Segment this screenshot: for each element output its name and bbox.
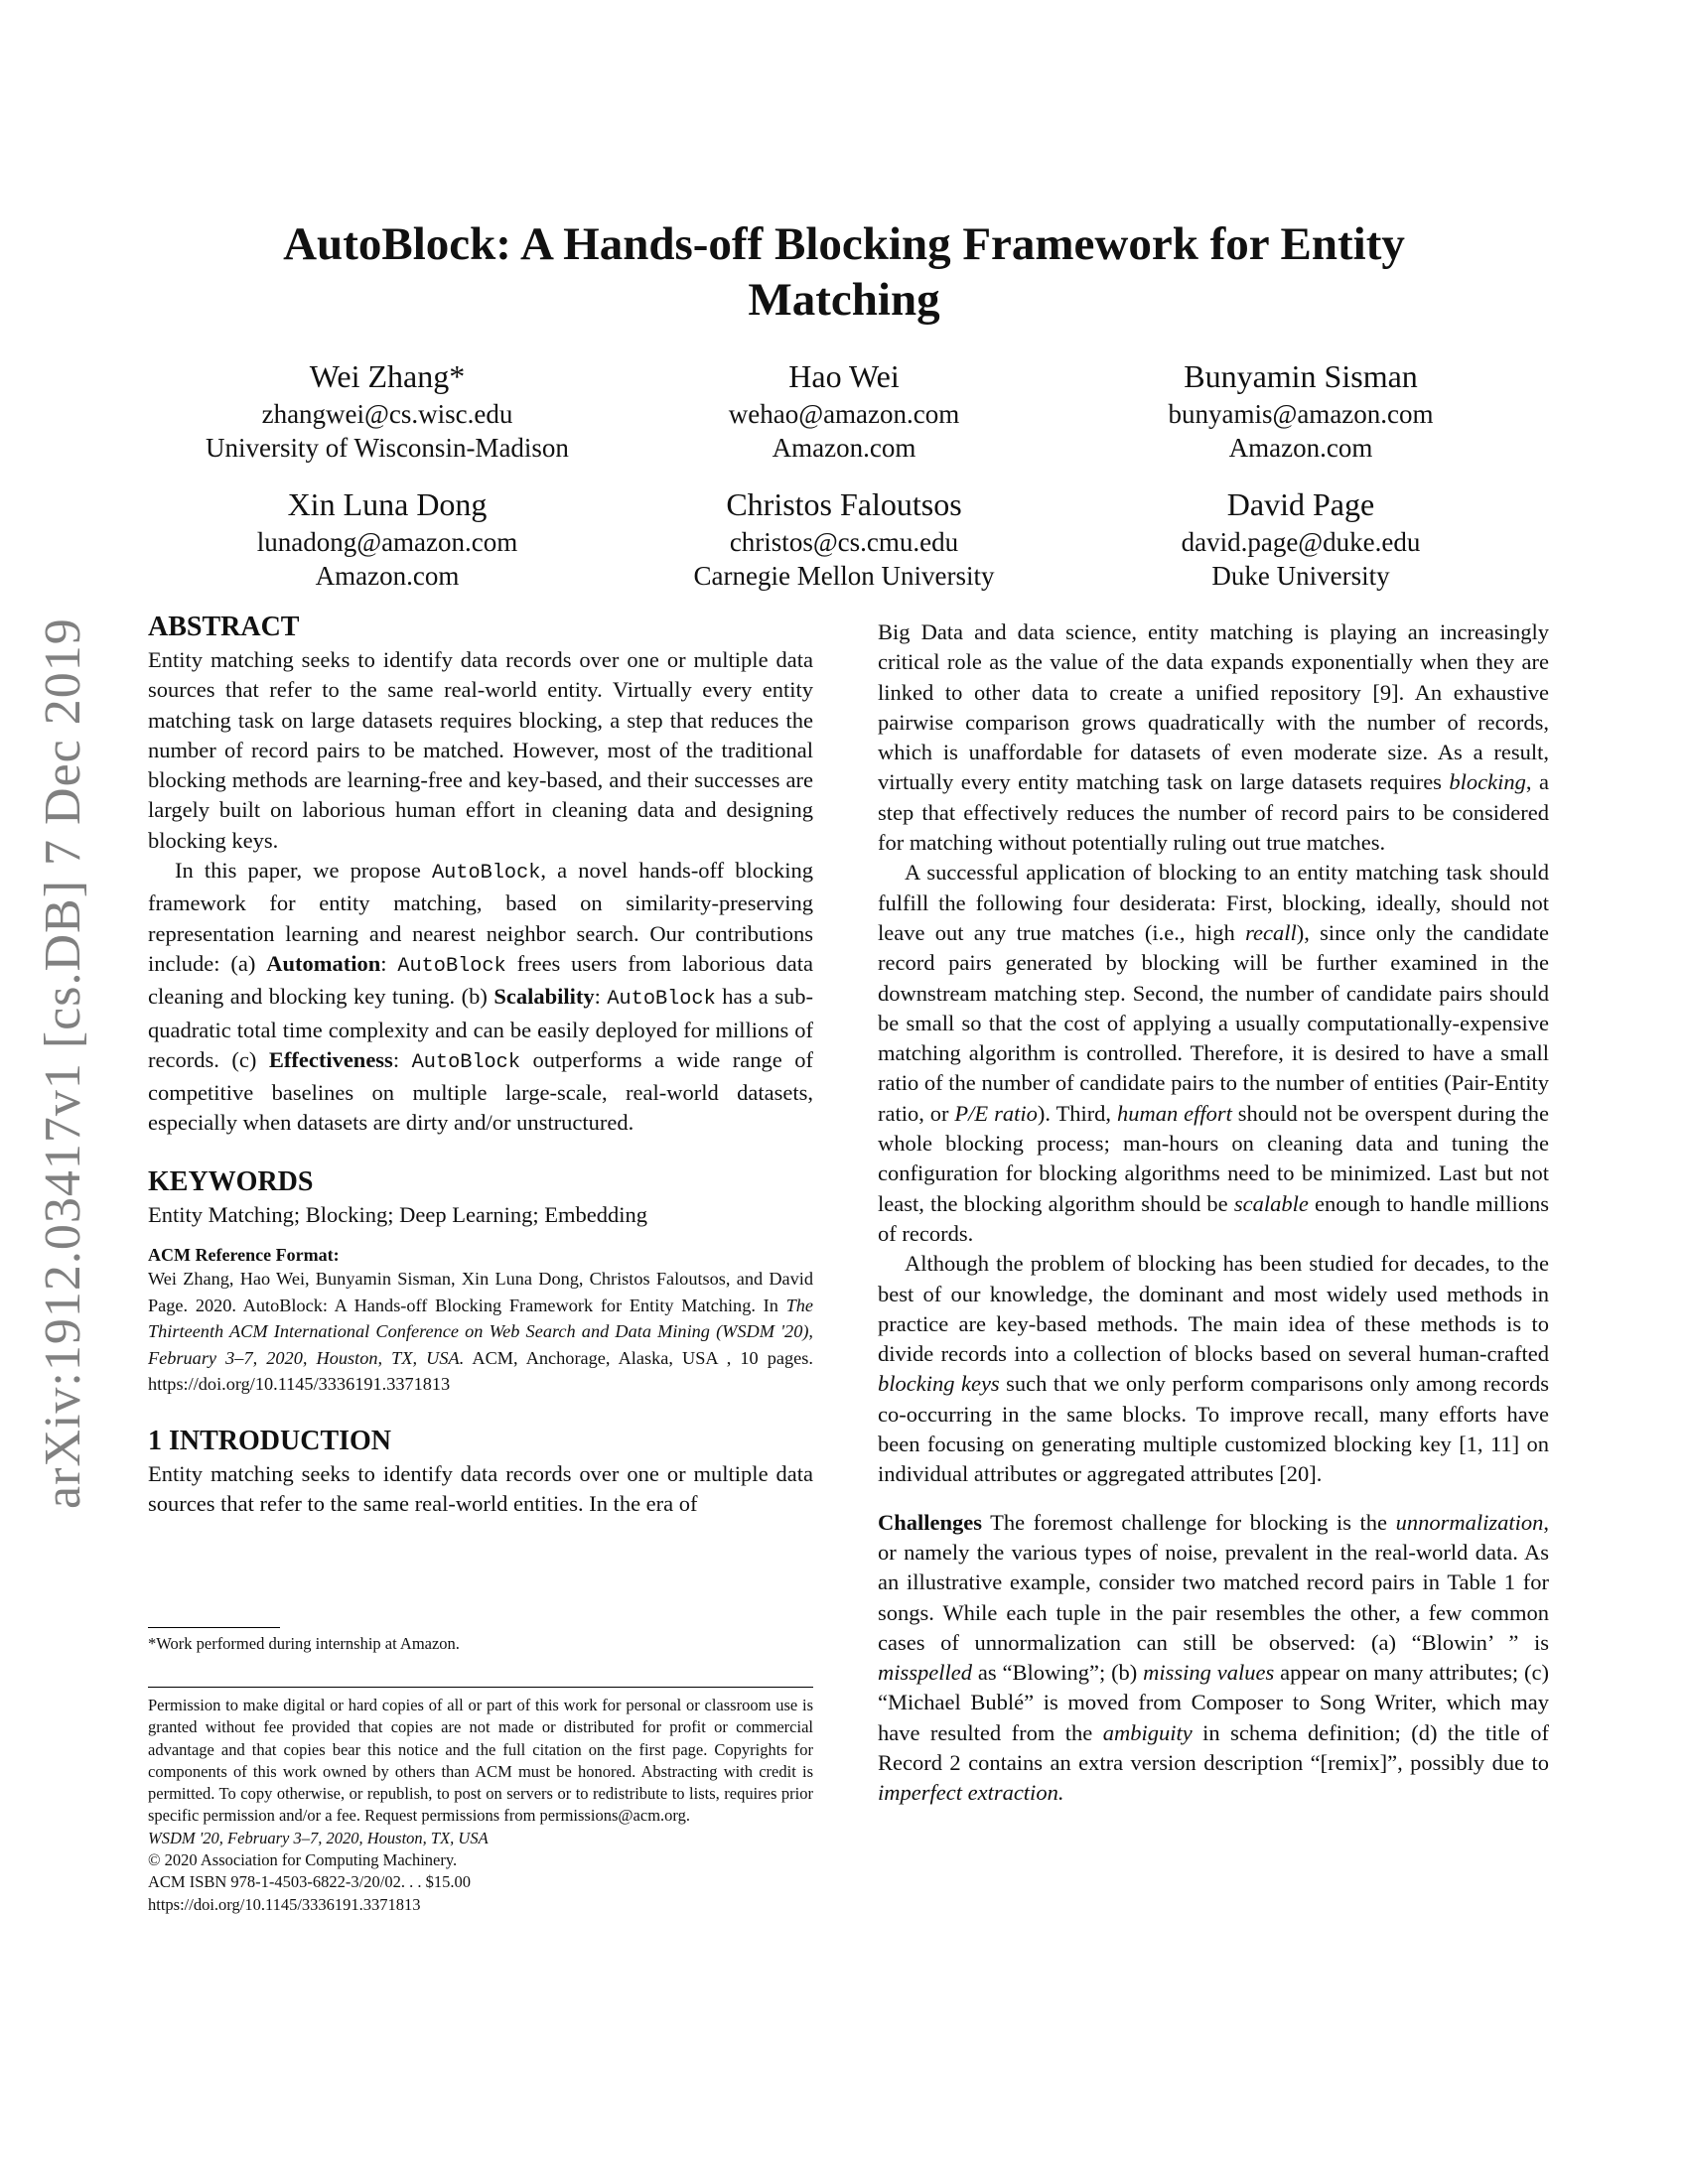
author-name: Wei Zhang* <box>309 358 466 394</box>
permission-text: Permission to make digital or hard copies of all or part of this work for personal or classroom use is granted without fee provided that copies are not made or distributed for profit or commercial advantage and that copies bear this notice and the full citation on the first page. Copyrights for components of this work owned by others than ACM must be honored. Abstracting with credit is permitted. To copy otherwise, or republish, to post on servers or to redistribute to lists, requires prior specific permission and/or a fee. Request permissions from permissions@acm.org. <box>148 1696 813 1826</box>
author-block <box>1072 483 1529 593</box>
author-affiliation: University of Wisconsin-Madison <box>206 433 569 463</box>
challenges-paragraph: Challenges The foremost challenge for blocking is the unnormalization, or namely the various types of noise, prevalent in the real-world data. As an illustrative example, consider two matched record pairs in Table 1 for songs. While each tuple in the pair resembles the other, a few common cases of unnormalization can still be observed: (a) “Blowin’ ” is misspelled as “Blowing”; (b) missing values appear on many attributes; (c) “Michael Bublé” is moved from Composer to Song Writer, which may have resulted from the ambiguity in schema definition; (d) the title of Record 2 contains an extra version description “[remix]”, possibly due to imperfect extraction. <box>878 1509 1550 1806</box>
permission-block <box>148 1695 813 1916</box>
author-affiliation: Amazon.com <box>1228 433 1373 463</box>
author-name: David Page <box>1226 486 1375 522</box>
abstract-paragraph: In this paper, we propose AutoBlock, a novel hands-off blocking framework for entity matching, based on similarity-preserving representation learning and nearest neighbor search. Our contributions include: (a) Automation: AutoBlock frees users from laborious data cleaning and blocking key tuning. (b) Scalability: AutoBlock has a sub-quadratic total time complexity and can be easily deployed for millions of records. (c) Effectiveness: AutoBlock outperforms a wide range of competitive baselines on multiple large-scale, real-world datasets, especially when datasets are dirty and/or unstructured. <box>148 858 813 1136</box>
abstract-paragraph: Entity matching seeks to identify data records over one or multiple data sources that refer to the same real-world entity. Virtually every entity matching task on large datasets requires blocking, a step that reduces the number of record pairs to be matched. However, most of the traditional blocking methods are learning-free and key-based, and their successes are largely built on laborious human effort in cleaning data and designing blocking keys. <box>148 647 813 853</box>
isbn-line: ACM ISBN 978-1-4503-6822-3/20/02. . . $15.00 <box>148 1872 471 1892</box>
right-column <box>878 617 1549 1809</box>
body-paragraph: Big Data and data science, entity matching is playing an increasingly critical role as the value of the data expands exponentially when they are linked to other data to create a unified repository [9]. An exhaustive pairwise comparison grows quadratically with the number of records, which is unaffordable for datasets of even moderate size. As a result, virtually every entity matching task on large datasets requires blocking, a step that effectively reduces the number of record pairs to be considered for matching without potentially ruling out true matches. <box>878 619 1549 856</box>
author-email: bunyamis@amazon.com <box>1168 399 1434 429</box>
author-email: lunadong@amazon.com <box>256 527 518 557</box>
footnote: *Work performed during internship at Amazon. <box>148 1634 460 1653</box>
author-name: Bunyamin Sisman <box>1184 358 1418 394</box>
author-email: zhangwei@cs.wisc.edu <box>261 399 513 429</box>
copyright-line: © 2020 Association for Computing Machinery. <box>148 1850 458 1870</box>
conference-line: WSDM '20, February 3–7, 2020, Houston, TX, USA <box>148 1828 489 1847</box>
paper-title: AutoBlock: A Hands-off Blocking Framework for Entity Matching <box>283 218 1405 326</box>
body-paragraph: Although the problem of blocking has been studied for decades, to the best of our knowledge, the dominant and most widely used methods in practice are key-based methods. The main idea of these methods is to divide records into a collection of blocks based on several human-crafted blocking keys such that we only perform comparisons only among records co-occurring in the same blocks. To improve recall, many efforts have been focusing on generating multiple customized blocking key [1, 11] on individual attributes or aggregated attributes [20]. <box>878 1251 1549 1487</box>
permission-rule <box>148 1687 813 1688</box>
author-block <box>159 355 616 465</box>
author-email: david.page@duke.edu <box>1181 527 1421 557</box>
author-block <box>1072 355 1529 465</box>
acm-reference-text: Wei Zhang, Hao Wei, Bunyamin Sisman, Xin Luna Dong, Christos Faloutsos, and David Page. 2020. AutoBlock: A Hands-off Blocking Framework for Entity Matching. In The Thirteenth ACM International Conference on Web Search and Data Mining (WSDM '20), February 3–7, 2020, Houston, TX, USA. ACM, Anchorage, Alaska, USA , 10 pages. https://doi.org/10.1145/3336191.3371813 <box>148 1269 813 1395</box>
author-block <box>616 355 1072 465</box>
acm-reference-heading: ACM Reference Format: <box>148 1245 340 1266</box>
author-email: wehao@amazon.com <box>728 399 960 429</box>
author-name: Hao Wei <box>788 358 900 394</box>
abstract-heading: ABSTRACT <box>148 612 300 642</box>
author-email: christos@cs.cmu.edu <box>729 527 959 557</box>
introduction-heading: 1 INTRODUCTION <box>148 1425 392 1456</box>
author-affiliation: Carnegie Mellon University <box>693 561 995 591</box>
author-affiliation: Amazon.com <box>315 561 460 591</box>
author-name: Christos Faloutsos <box>726 486 962 522</box>
author-affiliation: Amazon.com <box>772 433 916 463</box>
left-column <box>148 610 813 1519</box>
author-name: Xin Luna Dong <box>287 486 488 522</box>
arxiv-stamp: arXiv:1912.03417v1 [cs.DB] 7 Dec 2019 <box>35 617 91 1509</box>
author-affiliation: Duke University <box>1211 561 1390 591</box>
author-block <box>159 483 616 593</box>
body-paragraph: A successful application of blocking to an entity matching task should fulfill the following four desiderata: First, blocking, ideally, should not leave out any true matches (i.e., high recall), since only the candidate record pairs generated by blocking will be further examined in the downstream matching step. Second, the number of candidate pairs should be small so that the cost of applying a usually computationally-expensive matching algorithm is controlled. Therefore, it is desired to have a small ratio of the number of candidate pairs to the number of entities (Pair-Entity ratio, or P/E ratio). Third, human effort should not be overspent during the whole blocking process; man-hours on cleaning data and tuning the configuration for blocking algorithms need to be minimized. Last but not least, the blocking algorithm should be scalable enough to handle millions of records. <box>878 860 1550 1246</box>
author-block <box>616 483 1072 593</box>
intro-paragraph: Entity matching seeks to identify data records over one or multiple data sources that refer to the same real-world entities. In the era of <box>148 1460 813 1516</box>
keywords-text: Entity Matching; Blocking; Deep Learning; Embedding <box>148 1201 648 1227</box>
footnote-rule <box>148 1627 280 1628</box>
doi-line: https://doi.org/10.1145/3336191.3371813 <box>148 1894 421 1914</box>
keywords-heading: KEYWORDS <box>148 1165 314 1197</box>
